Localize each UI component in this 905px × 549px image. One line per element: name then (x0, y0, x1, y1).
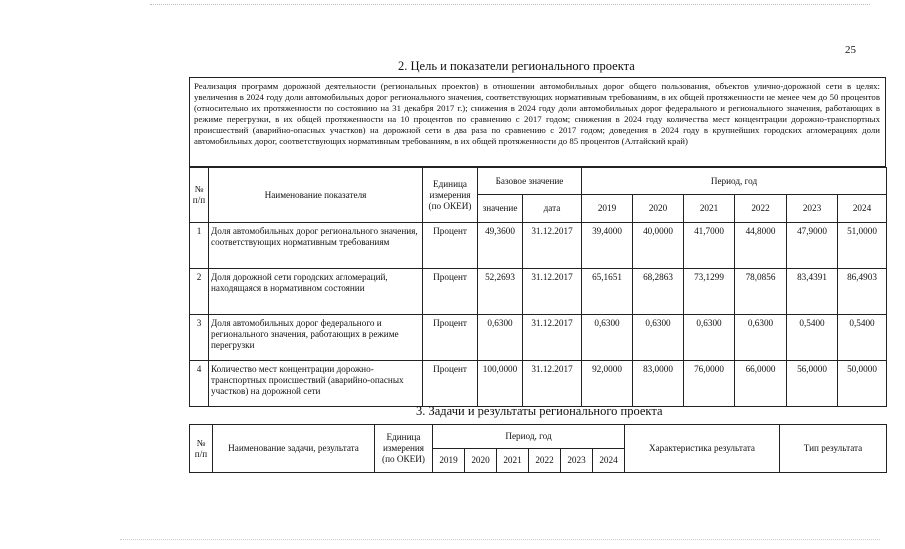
row-value: 83,0000 (633, 361, 684, 407)
tasks-header-unit: Единица измерения (по ОКЕИ) (375, 425, 433, 473)
row-value: 68,2863 (633, 269, 684, 315)
table-row (190, 269, 887, 315)
row-value: 0,6300 (582, 315, 633, 361)
row-base-value: 52,2693 (478, 269, 523, 315)
row-value: 50,0000 (838, 361, 887, 407)
tasks-header-period: Период, год (433, 425, 625, 449)
header-year: 2021 (684, 195, 735, 223)
header-period: Период, год (582, 168, 887, 195)
tasks-header-year: 2019 (433, 449, 465, 473)
row-num: 4 (190, 361, 209, 407)
scan-edge-top (150, 4, 870, 6)
tasks-header-type: Тип результата (780, 425, 887, 473)
row-value: 40,0000 (633, 223, 684, 269)
goal-text: Реализация программ дорожной деятельности (региональных проектов) в отношении автомобильных дорог общего пользования, объектов улично-дорожной сети в целях: увеличения в 2024 году доли автомобильных дорог регионального значения, соответствующих нормативным требованиям, в их общей протяженности не менее чем до 50 процентов (относительно их протяженности по состоянию на 31 декабря 2017 г.); снижения в 2024 году доли автомобильных дорог федерального и регионального значения, работающих в режиме перегрузки, в их общей протяженности на 10 процентов по сравнению с 2017 годом; снижения в 2024 году количества мест концентрации дорожно-транспортных происшествий (аварийно-опасных участков) на дорожной сети в два раза по сравнению с 2017 годом; доведения в 2024 году в крупнейших городских агломерациях доли автомобильных дорог, соответствующих нормативным требованиям, в их общей протяженности до 85 процентов (Алтайский край) (189, 77, 886, 167)
row-value: 86,4903 (838, 269, 887, 315)
row-value: 83,4391 (787, 269, 838, 315)
row-name: Доля автомобильных дорог регионального значения, соответствующих нормативным требованиям (209, 223, 423, 269)
section-3-title: 3. Задачи и результаты регионального проекта (416, 404, 663, 418)
row-value: 73,1299 (684, 269, 735, 315)
row-base-value: 100,0000 (478, 361, 523, 407)
row-base-date: 31.12.2017 (523, 223, 582, 269)
row-value: 76,0000 (684, 361, 735, 407)
row-value: 0,5400 (838, 315, 887, 361)
row-base-date: 31.12.2017 (523, 269, 582, 315)
tasks-header-year: 2024 (593, 449, 625, 473)
row-name: Доля автомобильных дорог федерального и регионального значения, работающих в режиме перегрузки (209, 315, 423, 361)
row-value: 47,9000 (787, 223, 838, 269)
row-value: 0,6300 (684, 315, 735, 361)
row-unit: Процент (423, 223, 478, 269)
table-row (190, 361, 887, 407)
indicators-table (189, 167, 887, 407)
row-value: 41,7000 (684, 223, 735, 269)
tasks-header-year: 2023 (561, 449, 593, 473)
row-value: 56,0000 (787, 361, 838, 407)
row-name: Количество мест концентрации дорожно-транспортных происшествий (аварийно-опасных участков) на дорожной сети (209, 361, 423, 407)
header-name: Наименование показателя (209, 168, 423, 223)
row-value: 92,0000 (582, 361, 633, 407)
row-name: Доля дорожной сети городских агломераций, находящаяся в нормативном состоянии (209, 269, 423, 315)
row-value: 0,5400 (787, 315, 838, 361)
header-year: 2024 (838, 195, 887, 223)
row-base-date: 31.12.2017 (523, 315, 582, 361)
tasks-header-year: 2021 (497, 449, 529, 473)
section-2-title: 2. Цель и показатели регионального проекта (398, 59, 635, 73)
row-unit: Процент (423, 361, 478, 407)
scan-edge-bottom (120, 539, 880, 541)
table-row (190, 223, 887, 269)
row-num: 1 (190, 223, 209, 269)
header-unit: Единица измерения (по ОКЕИ) (423, 168, 478, 223)
header-year: 2023 (787, 195, 838, 223)
table-row (190, 315, 887, 361)
row-value: 0,6300 (633, 315, 684, 361)
header-year: 2019 (582, 195, 633, 223)
tasks-header-characteristic: Характеристика результата (625, 425, 780, 473)
tasks-table (189, 424, 887, 473)
header-num: № п/п (190, 168, 209, 223)
row-unit: Процент (423, 315, 478, 361)
row-value: 66,0000 (735, 361, 787, 407)
header-year: 2020 (633, 195, 684, 223)
row-value: 78,0856 (735, 269, 787, 315)
row-value: 51,0000 (838, 223, 887, 269)
tasks-header-year: 2022 (529, 449, 561, 473)
tasks-header-year: 2020 (465, 449, 497, 473)
row-num: 2 (190, 269, 209, 315)
row-num: 3 (190, 315, 209, 361)
header-base-date: дата (523, 195, 582, 223)
tasks-header-num: № п/п (190, 425, 213, 473)
tasks-header-name: Наименование задачи, результата (213, 425, 375, 473)
page-number: 25 (845, 44, 856, 56)
row-base-value: 49,3600 (478, 223, 523, 269)
header-base-value: значение (478, 195, 523, 223)
row-value: 44,8000 (735, 223, 787, 269)
row-value: 0,6300 (735, 315, 787, 361)
row-base-value: 0,6300 (478, 315, 523, 361)
header-base: Базовое значение (478, 168, 582, 195)
row-unit: Процент (423, 269, 478, 315)
row-value: 39,4000 (582, 223, 633, 269)
header-year: 2022 (735, 195, 787, 223)
row-base-date: 31.12.2017 (523, 361, 582, 407)
row-value: 65,1651 (582, 269, 633, 315)
